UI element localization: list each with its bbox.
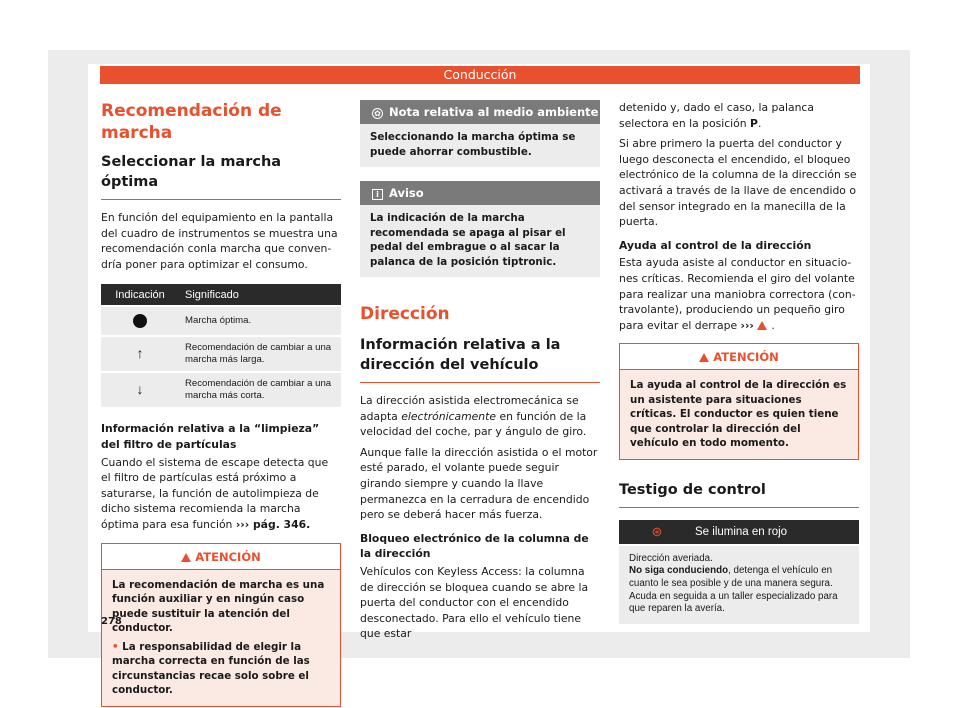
paragraph: Esta ayuda asiste al conductor en situaciones críticas. Recomienda el giro del volante para realizar una maniobra correctora (contravolante), produciendo un pequeño giro para evitar el derrape ››› .	[619, 256, 856, 332]
paragraph: Si abre primero la puerta del conductor y luego desconecta el encendido, el bloqueo electrónico de la columna de la dirección se activará a través de la llave de encendido o del sensor integrado en la manecilla de la puerta.	[619, 137, 857, 229]
warning-triangle-icon	[757, 321, 767, 330]
section-header: Conducción	[100, 66, 860, 84]
warning-box	[101, 543, 341, 707]
column-1	[101, 100, 341, 708]
reference-link[interactable]: ›››	[740, 318, 754, 332]
intro-paragraph: En función del equipamiento en la pantalla del cuadro de instrumentos se muestra una recomendación conla marcha que convendría poner para optimizar el consumo.	[101, 211, 338, 271]
warning-bullet: • La responsabilidad de elegir la marcha correcta en función de las circunstancias recae solo sobre el conductor.	[112, 640, 310, 697]
bullet-icon: •	[112, 640, 123, 653]
subsection-title: Seleccionar la marcha óptima	[101, 152, 341, 200]
aviso-note	[360, 181, 600, 277]
page-number: 278	[101, 616, 122, 627]
section-heading: Ayuda al control de la dirección	[619, 238, 812, 252]
warning-triangle-icon	[699, 353, 709, 362]
filled-circle-icon	[133, 314, 147, 328]
table-header: Significado	[179, 284, 341, 306]
arrow-up-icon: ↑	[136, 344, 144, 361]
warning-triangle-icon	[181, 553, 191, 562]
warning-title: ATENCIÓN	[713, 350, 779, 365]
gear-indication-table	[101, 284, 341, 407]
paragraph: Cuando el sistema de escape detecta que el filtro de partículas está próximo a saturarse, la función de autolimpieza de dicho sistema recomienda la marcha óptima para esa función ››› pág. 346.	[101, 455, 329, 531]
section-title: Dirección	[360, 304, 450, 324]
table-header-row	[101, 284, 341, 306]
table-cell: Recomendación de cambiar a una marcha más corta.	[179, 372, 341, 407]
paragraph: detenido y, dado el caso, la palanca selectora en la posición P.	[619, 101, 814, 130]
paragraph: Aunque falle la dirección asistida o el motor esté parado, el volante puede seguir girando siempre y cuando la llave permanezca en la cerradura de encendido pero se deberá hacer más fuerza.	[360, 445, 598, 522]
indicator-line: Dirección averiada.	[629, 552, 713, 564]
arrow-down-icon: ↓	[136, 380, 144, 397]
section-title: Testigo de control	[619, 481, 766, 498]
indicator-line: Acuda en seguida a un taller especializado para que reparen la avería.	[629, 590, 838, 615]
warning-text: La ayuda al control de la dirección es un asistente para situaciones críticas. El conductor es quien tiene que controlar la dirección del vehículo en todo momento.	[620, 370, 858, 459]
table-cell: Recomendación de cambiar a una marcha más larga.	[179, 336, 341, 372]
divider	[619, 507, 859, 508]
column-3	[619, 100, 859, 624]
note-title: Aviso	[389, 186, 424, 200]
page-reference-link[interactable]: ››› pág. 346.	[235, 517, 311, 531]
table-cell: Marcha óptima.	[179, 306, 341, 336]
subsection-title: Información relativa a la dirección del vehículo	[360, 335, 600, 383]
note-text: Seleccionando la marcha óptima se puede ahorrar combustible.	[360, 124, 600, 167]
column-2	[360, 100, 600, 647]
section-heading: Información relativa a la “limpieza” del filtro de partículas	[101, 422, 320, 451]
note-text: La indicación de la marcha recomendada se apaga al pisar el pedal del embrague o al sacar la palanca de la posición tiptronic.	[360, 205, 600, 277]
steering-wheel-warning-icon: ⊛	[651, 523, 663, 539]
note-title: Nota relativa al medio ambiente	[389, 105, 599, 119]
table-row	[101, 372, 341, 407]
paragraph: Vehículos con Keyless Access: la columna de dirección se bloquea cuando se abre la puerta del conductor con el encendido desconectado. Para ello el vehículo tiene que estar	[360, 564, 589, 641]
table-row	[101, 336, 341, 372]
environment-icon: ✿	[372, 108, 383, 119]
warning-text: La recomendación de marcha es una función auxiliar y en ningún caso puede sustituir la atención del conductor.	[112, 578, 325, 635]
paragraph: La dirección asistida electromecánica se adapta electrónicamente en función de la velocidad del coche, par y ángulo de giro.	[360, 394, 587, 439]
section-heading: Bloqueo electrónico de la columna de la dirección	[360, 531, 589, 561]
warning-title: ATENCIÓN	[195, 549, 261, 564]
indicator-title: Se ilumina en rojo	[695, 525, 788, 538]
environment-note	[360, 100, 600, 167]
page-title: Recomendación de marcha	[101, 101, 282, 143]
indicator-line: No siga conduciendo, detenga el vehículo en cuanto le sea posible y de una manera segura.	[629, 565, 833, 589]
indicator-table	[619, 520, 859, 624]
table-row	[101, 306, 341, 336]
info-icon: i	[372, 189, 383, 200]
table-header: Indicación	[101, 284, 179, 306]
warning-box	[619, 343, 859, 460]
